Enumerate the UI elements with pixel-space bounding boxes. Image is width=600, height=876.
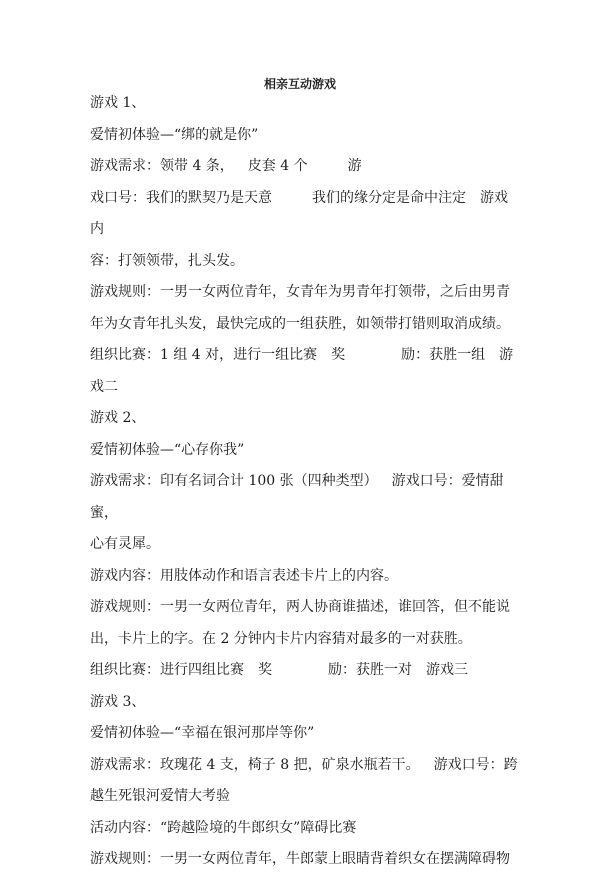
game2-needs-2: 游戏口号：爱情甜蜜， — [90, 473, 504, 521]
game1-org-line — [90, 340, 520, 372]
game3-heading: 游戏 3、 — [90, 693, 146, 710]
game1-slogan-line — [90, 183, 520, 246]
game1-needs-extra: 皮套 4 个 — [247, 158, 308, 174]
game2-name: 爱情初体验—“心存你我” — [90, 441, 245, 458]
game1-slogan-a: 戏口号：我们的默契乃是天意 — [90, 189, 272, 206]
game2-org-line — [90, 655, 520, 687]
game3-needs-line — [90, 750, 520, 782]
game3-needs-2: 游戏口号：跨 — [433, 756, 518, 773]
game1-org-3: 励：获胜一组 — [401, 347, 486, 363]
game1-slogan-b: 我们的缘分定是命中注定 — [312, 189, 466, 206]
document-body — [90, 88, 520, 876]
game1-content: 容：打领领带，扎头发。 — [90, 252, 244, 269]
game2-content: 游戏内容：用肢体动作和语言表述卡片上的内容。 — [90, 567, 398, 584]
game1-rules-1: 游戏规则：一男一女两位青年，女青年为男青年打领带，之后由男青 — [90, 284, 510, 300]
game1-needs-label: 游戏需求：领带 4 条， — [90, 158, 234, 174]
game2-rules-1: 游戏规则：一男一女两位青年，两人协商谁描述，谁回答，但不能说 — [90, 599, 510, 615]
game3-name: 爱情初体验—“幸福在银河那岸等你” — [90, 725, 315, 741]
game1-name: 爱情初体验—“绑的就是你” — [90, 126, 259, 143]
game2-org-4: 游戏三 — [426, 662, 468, 678]
game1-org-4: 游 — [499, 347, 514, 363]
game2-needs-1: 游戏需求：印有名词合计 100 张（四种类型） — [90, 473, 378, 489]
game2-org-1: 组织比赛：进行四组比赛 — [90, 662, 244, 678]
game2-org-2: 奖 — [258, 662, 272, 678]
game2-org-3: 励：获胜一对 — [328, 662, 412, 678]
game2-needs-line — [90, 466, 520, 529]
game3-rules-1: 游戏规则：一男一女两位青年，牛郎蒙上眼睛背着织女在摆满障碍物 — [90, 851, 510, 867]
game1-needs-line — [90, 151, 520, 183]
game1-slogan-lead: 游 — [347, 158, 362, 174]
game1-org-2: 奖 — [331, 347, 346, 363]
game3-content: 活动内容：“跨越险境的牛郎织女”障碍比赛 — [90, 819, 357, 836]
game3-needs-1: 游戏需求：玫瑰花 4 支，椅子 8 把，矿泉水瓶若干。 — [90, 756, 420, 773]
game2-heading: 游戏 2、 — [90, 410, 146, 426]
game1-org-tail: 戏二 — [90, 378, 118, 395]
game1-content-lead: 游戏内 — [90, 189, 508, 237]
game2-rules-2: 出，卡片上的字。在 2 分钟内卡片内容猜对最多的一对获胜。 — [90, 630, 472, 647]
game1-heading: 游戏 1、 — [90, 95, 146, 111]
game2-needs-tail: 心有灵犀。 — [90, 536, 160, 552]
game1-org-1: 组织比赛：1 组 4 对，进行一组比赛 — [90, 347, 318, 363]
game1-rules-2: 年为女青年扎头发，最快完成的一组获胜，如领带打错则取消成绩。 — [90, 315, 510, 332]
game3-needs-tail: 越生死银河爱情大考验 — [90, 788, 230, 804]
page-title: 相亲互动游戏 — [263, 77, 336, 91]
